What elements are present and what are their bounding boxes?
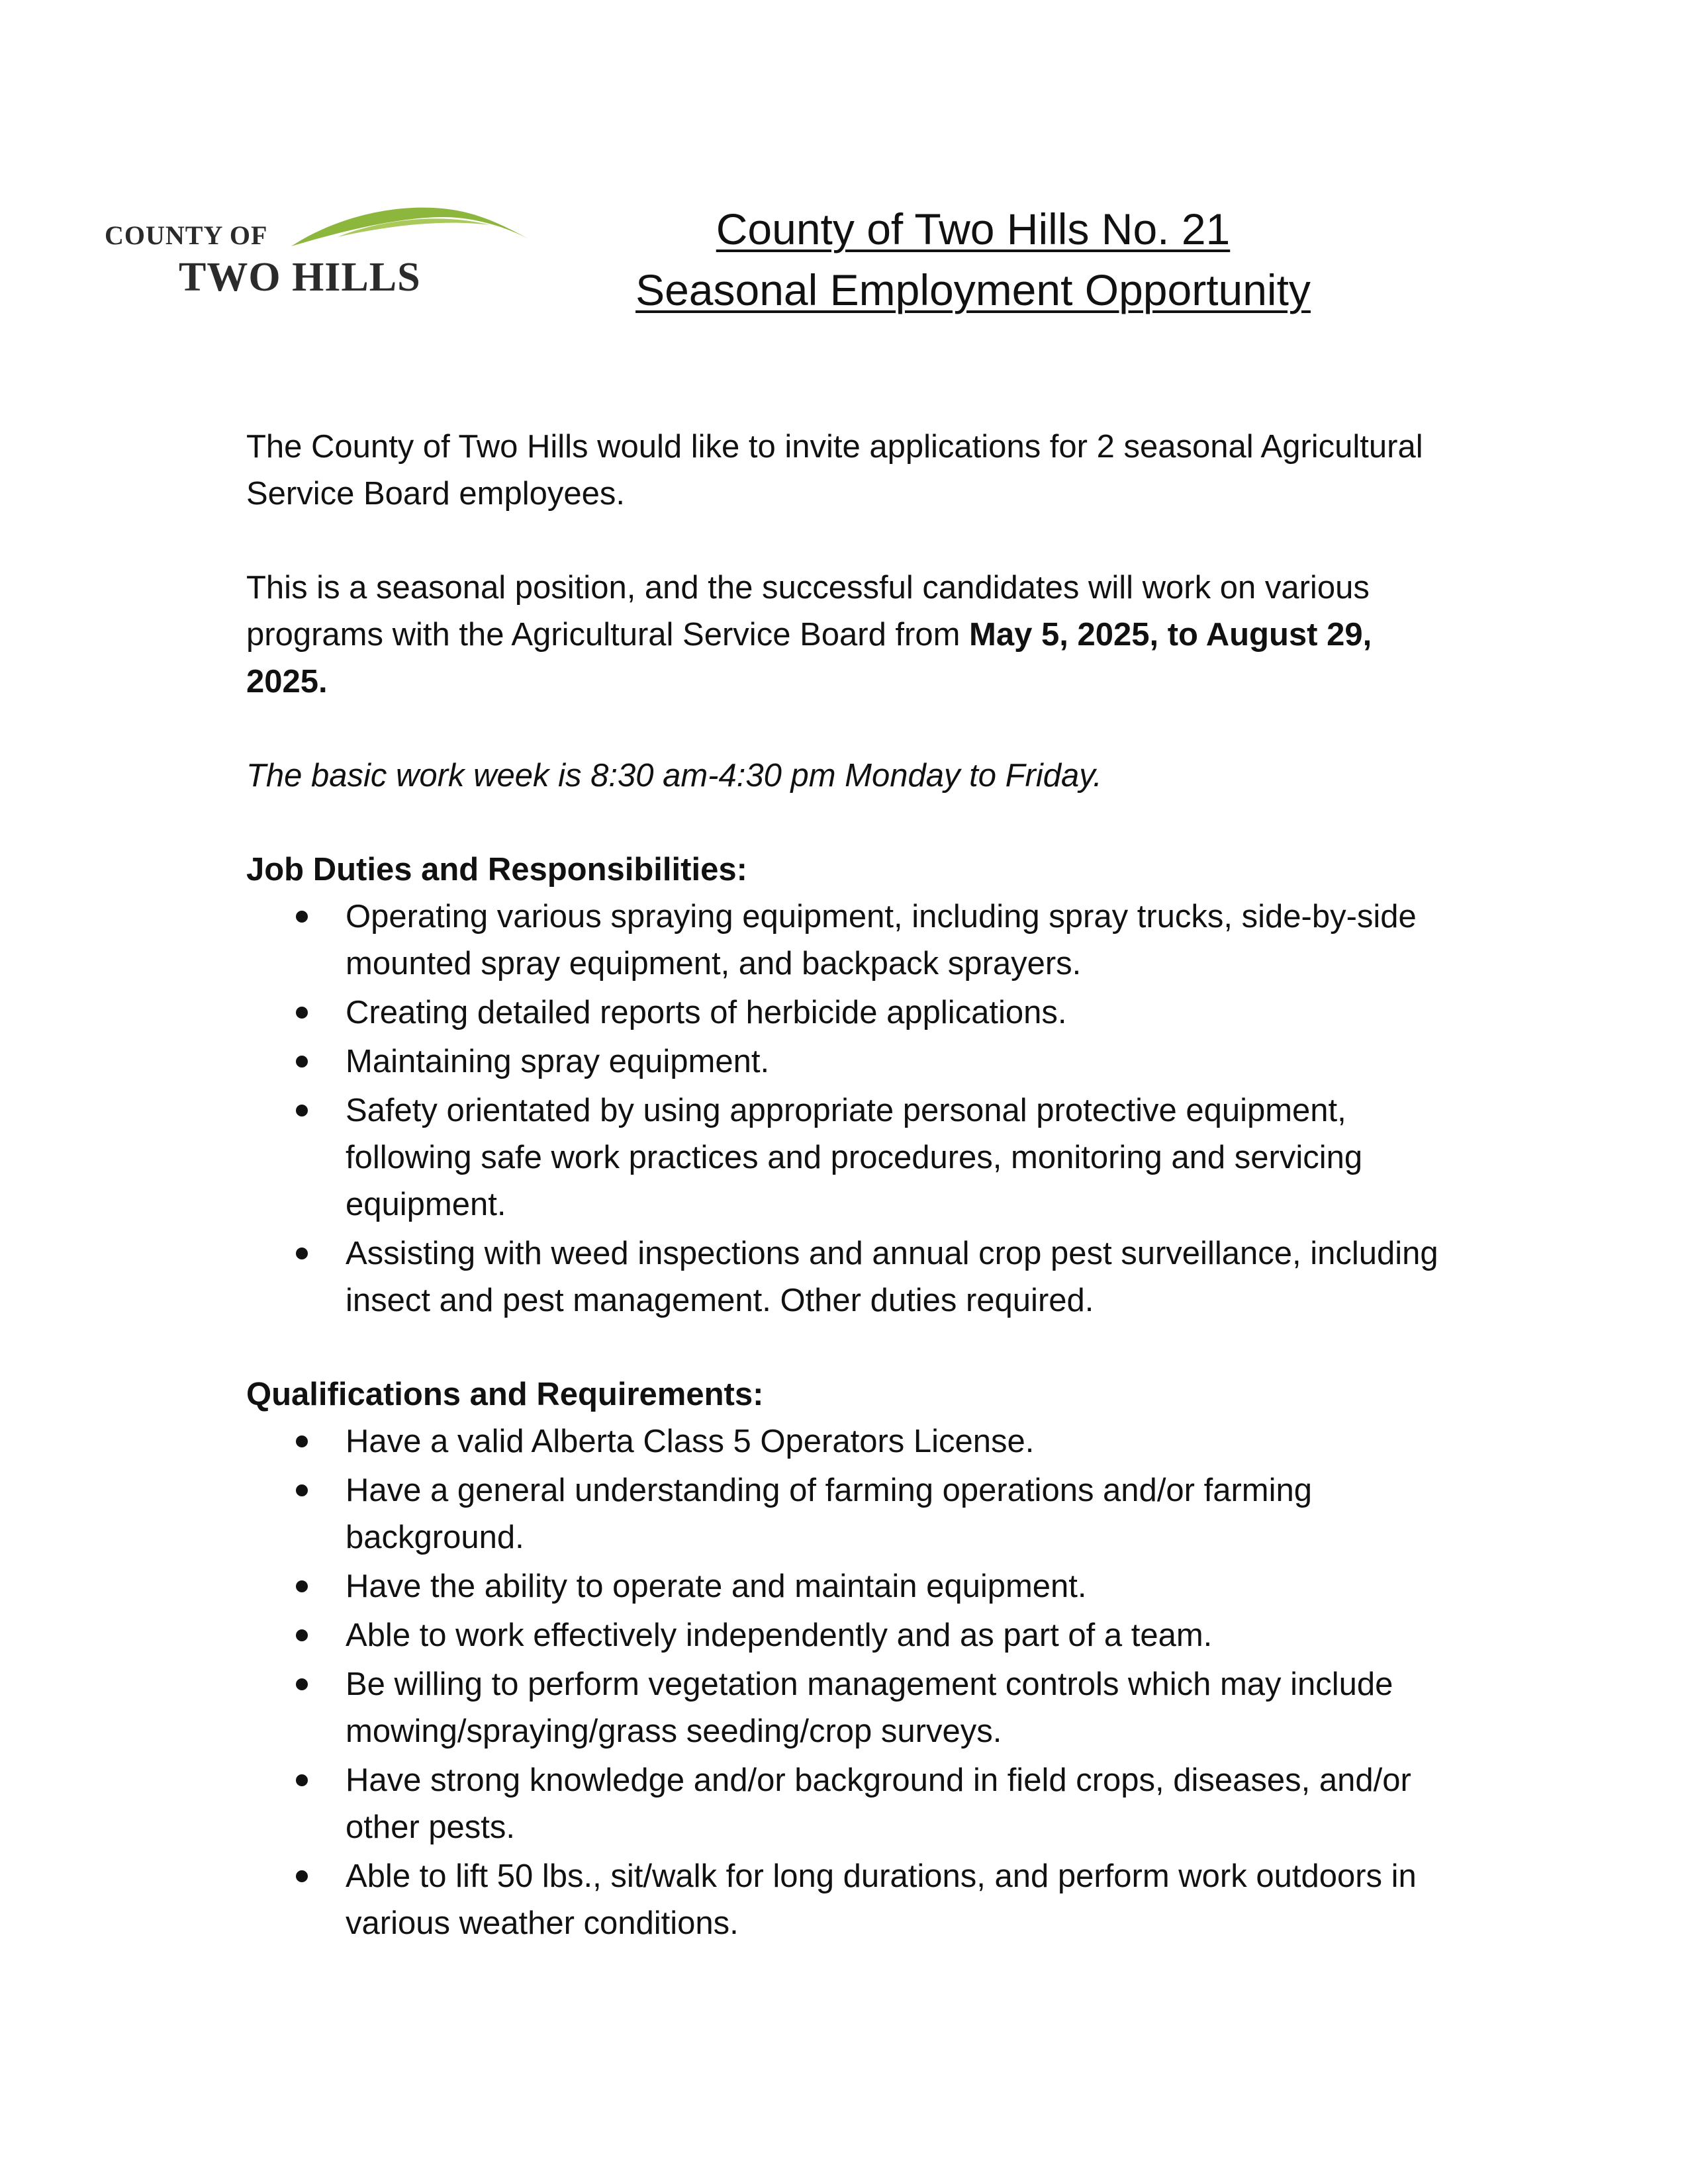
bullet-icon — [296, 1629, 308, 1641]
list-item — [246, 893, 1451, 987]
list-item — [246, 989, 1451, 1036]
list-item — [246, 1853, 1451, 1947]
list-item-text: Able to work effectively independently and as part of a team. — [346, 1617, 1213, 1653]
qualifications-heading: Qualifications and Requirements: — [246, 1377, 764, 1412]
list-item — [246, 1038, 1451, 1085]
bullet-icon — [296, 1580, 308, 1592]
duties-list — [246, 893, 1451, 1324]
intro-paragraph: The County of Two Hills would like to invite applications for 2 seasonal Agricultural Service Board employees. — [246, 429, 1423, 512]
page-title: County of Two Hills No. 21 — [716, 205, 1231, 253]
bullet-icon — [296, 1105, 308, 1116]
list-item — [246, 1418, 1451, 1465]
bullet-icon — [296, 1007, 308, 1019]
bullet-icon — [296, 1435, 308, 1447]
page-subtitle: Seasonal Employment Opportunity — [635, 265, 1311, 314]
season-paragraph — [246, 565, 1451, 705]
list-item-text: Have a general understanding of farming operations and/or farming background. — [346, 1473, 1312, 1555]
document-body — [246, 424, 1451, 1994]
season-lead-text: This is a seasonal position, and the successful candidates will work on various programs with the Agricultural Service Board from — [246, 570, 1370, 653]
list-item — [246, 1563, 1451, 1610]
duties-heading: Job Duties and Responsibilities: — [246, 852, 747, 887]
list-item — [246, 1467, 1451, 1561]
bullet-icon — [296, 1056, 308, 1068]
bullet-icon — [296, 1248, 308, 1259]
list-item — [246, 1661, 1451, 1755]
logo-text-two-hills: TWO HILLS — [179, 255, 421, 300]
list-item-text: Able to lift 50 lbs., sit/walk for long durations, and perform work outdoors in various weather conditions. — [346, 1858, 1417, 1941]
list-item-text: Have strong knowledge and/or background in field crops, diseases, and/or other pests. — [346, 1762, 1411, 1845]
list-item-text: Be willing to perform vegetation management controls which may include mowing/spraying/grass seeding/crop surveys. — [346, 1666, 1393, 1749]
qualifications-list — [246, 1418, 1451, 1947]
list-item — [246, 1087, 1451, 1228]
bullet-icon — [296, 1484, 308, 1496]
logo-text-county-of: COUNTY OF — [105, 220, 268, 250]
bullet-icon — [296, 1870, 308, 1882]
list-item-text: Creating detailed reports of herbicide applications. — [346, 995, 1067, 1030]
county-logo — [99, 199, 536, 304]
list-item-text: Safety orientated by using appropriate personal protective equipment, following safe work practices and procedures, monitoring and servicing equipment. — [346, 1093, 1363, 1222]
list-item — [246, 1612, 1451, 1659]
list-item-text: Maintaining spray equipment. — [346, 1044, 770, 1079]
work-week-paragraph: The basic work week is 8:30 am-4:30 pm Monday to Friday. — [246, 758, 1102, 794]
list-item — [246, 1757, 1451, 1851]
title-block — [543, 199, 1403, 320]
list-item-text: Have the ability to operate and maintain equipment. — [346, 1569, 1087, 1604]
list-item-text: Have a valid Alberta Class 5 Operators License. — [346, 1424, 1035, 1459]
season-dates: May 5, 2025, to August 29, 2025. — [246, 617, 1372, 700]
bullet-icon — [296, 911, 308, 923]
bullet-icon — [296, 1774, 308, 1786]
list-item-text: Operating various spraying equipment, including spray trucks, side-by-side mounted spray equipment, and backpack sprayers. — [346, 899, 1417, 981]
list-item-text: Assisting with weed inspections and annual crop pest surveillance, including insect and pest management. Other duties required. — [346, 1236, 1438, 1318]
hills-swoosh-icon — [291, 199, 530, 258]
list-item — [246, 1230, 1451, 1324]
bullet-icon — [296, 1678, 308, 1690]
